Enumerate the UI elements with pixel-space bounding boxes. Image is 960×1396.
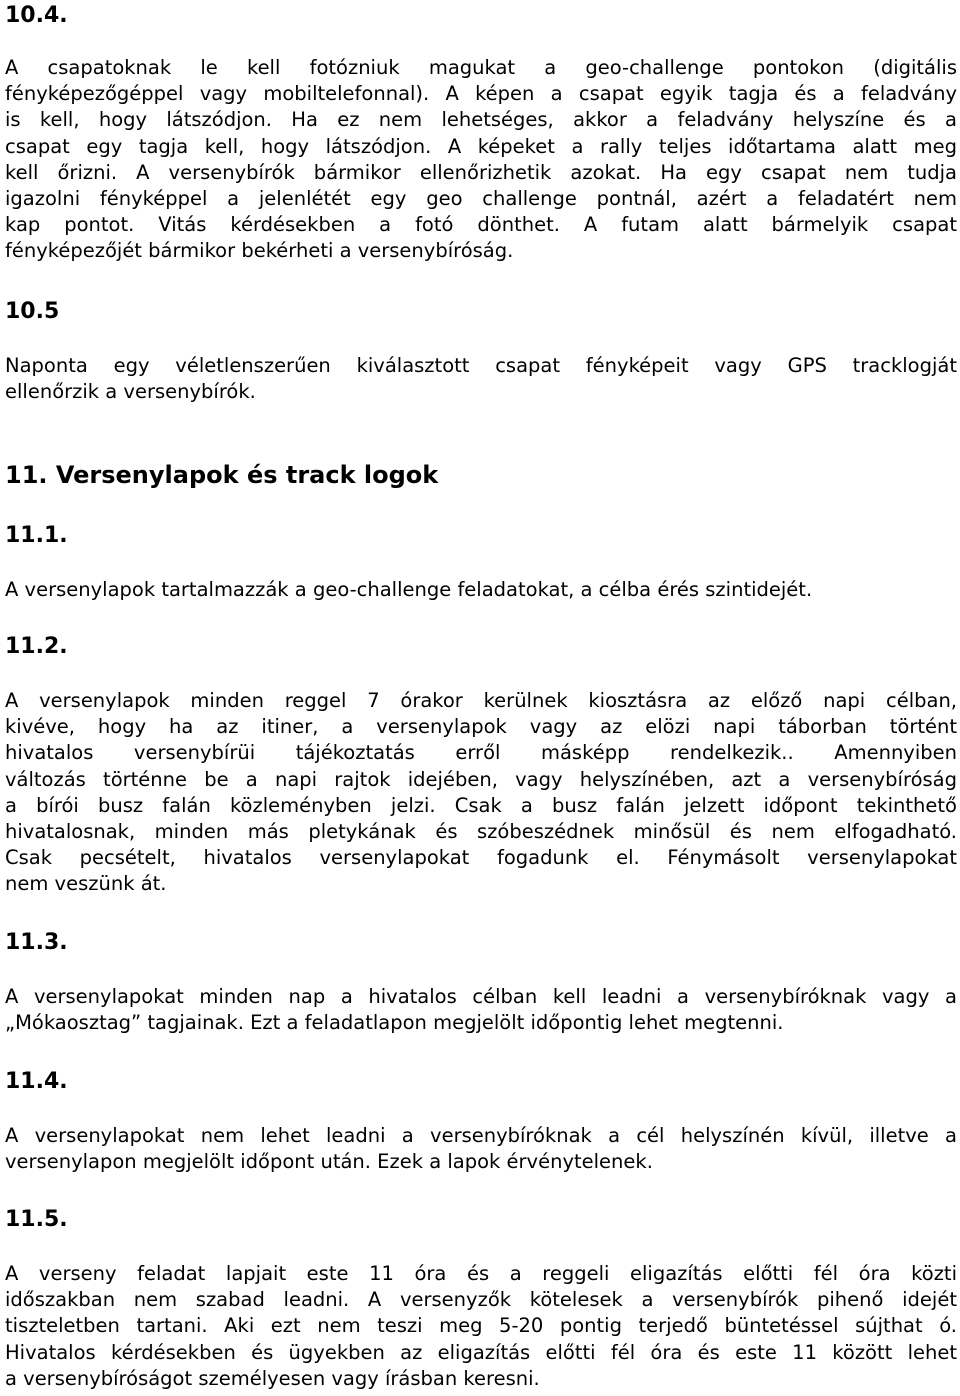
paragraph-line: A versenylapok minden reggel 7 órakor kerülnek kiosztásra az előző napi célban,: [5, 689, 957, 712]
paragraph-line: a bírói busz falán közleményben jelzi. Csak a busz falán jelzett időpont tekinthető: [5, 793, 957, 817]
paragraph-10-4: [5, 55, 957, 265]
paragraph-line: ellenőrzik a versenybírók.: [5, 380, 256, 404]
section-heading-11-1: 11.1.: [5, 523, 68, 548]
paragraph-line: hivatalosnak, minden más pletykának és szóbeszédnek minősül és nem elfogadható.: [5, 820, 957, 844]
paragraph-line: csapat egy tagja kell, hogy látszódjon. A képeket a rally teljes időtartama alatt meg: [5, 134, 957, 158]
paragraph-line: kap pontot. Vitás kérdésekben a fotó dönthet. A futam alatt bármelyik csapat: [5, 213, 957, 237]
paragraph-line: fényképezőjét bármikor bekérheti a versenybíróság.: [5, 239, 514, 263]
paragraph-11-1: [5, 577, 957, 603]
chapter-heading-11: 11. Versenylapok és track logok: [5, 461, 439, 489]
paragraph-11-5: [5, 1261, 957, 1392]
paragraph-line: időszakban nem szabad leadni. A versenyzők kötelesek a versenybírók pihenő idejét: [5, 1288, 957, 1312]
paragraph-line: a versenybíróságot személyesen vagy írásban keresni.: [5, 1366, 540, 1390]
section-heading-11-4: 11.4.: [5, 1069, 68, 1094]
paragraph-line: változás történne be a napi rajtok idejében, vagy helyszínében, azt a versenybíróság: [5, 767, 957, 791]
paragraph-line: A versenylapokat minden nap a hivatalos célban kell leadni a versenybíróknak vagy a: [5, 985, 957, 1008]
paragraph-line: Csak pecsételt, hivatalos versenylapokat fogadunk el. Fénymásolt versenylapokat: [5, 846, 957, 870]
paragraph-line: nem veszünk át.: [5, 872, 167, 896]
paragraph-line: Naponta egy véletlenszerűen kiválasztott csapat fényképeit vagy GPS tracklogját: [5, 354, 957, 377]
paragraph-line: hivatalos versenybírüi tájékoztatás erről másképp rendelkezik.. Amennyiben: [5, 741, 957, 765]
paragraph-line: tiszteletben tartani. Aki ezt nem teszi meg 5-20 pontig terjedő büntetéssel sújthat ó.: [5, 1314, 957, 1338]
section-heading-11-3: 11.3.: [5, 930, 68, 955]
paragraph-line: kivéve, hogy ha az itiner, a versenylapok vagy az elözi napi táborban történt: [5, 715, 957, 739]
section-heading-10-5: 10.5: [5, 299, 60, 324]
paragraph-line: Hivatalos kérdésekben és ügyekben az eligazítás előtti fél óra és este 11 között lehet: [5, 1340, 957, 1364]
paragraph-line: A csapatoknak le kell fotózniuk magukat a geo-challenge pontokon (digitális: [5, 56, 957, 79]
paragraph-line: A verseny feladat lapjait este 11 óra és a reggeli eligazítás előtti fél óra közti: [5, 1262, 957, 1285]
paragraph-line: fényképezőgéppel vagy mobiltelefonnal). A képen a csapat egyik tagja és a feladvány: [5, 82, 957, 106]
paragraph-11-4: [5, 1123, 957, 1175]
paragraph-line: „Mókaosztag” tagjainak. Ezt a feladatlapon megjelölt időpontig lehet megtenni.: [5, 1011, 784, 1035]
paragraph-line: igazolni fényképpel a jelenlétét egy geo challenge pontnál, azért a feladatért nem: [5, 187, 957, 211]
section-heading-11-2: 11.2.: [5, 634, 68, 659]
paragraph-11-3: [5, 984, 957, 1036]
paragraph-line: kell őrizni. A versenybírók bármikor ellenőrizhetik azokat. Ha egy csapat nem tudja: [5, 160, 957, 184]
paragraph-line: A versenylapok tartalmazzák a geo-challenge feladatokat, a célba érés szintidejét.: [5, 578, 813, 601]
paragraph-line: versenylapon megjelölt időpont után. Ezek a lapok érvénytelenek.: [5, 1150, 653, 1174]
section-heading-11-5: 11.5.: [5, 1207, 68, 1232]
paragraph-11-2: [5, 688, 957, 898]
paragraph-line: is kell, hogy látszódjon. Ha ez nem lehetséges, akkor a feladvány helyszíne és a: [5, 108, 957, 132]
paragraph-10-5: [5, 353, 957, 405]
section-heading-10-4: 10.4.: [5, 3, 68, 28]
paragraph-line: A versenylapokat nem lehet leadni a versenybíróknak a cél helyszínén kívül, illetve a: [5, 1124, 957, 1147]
